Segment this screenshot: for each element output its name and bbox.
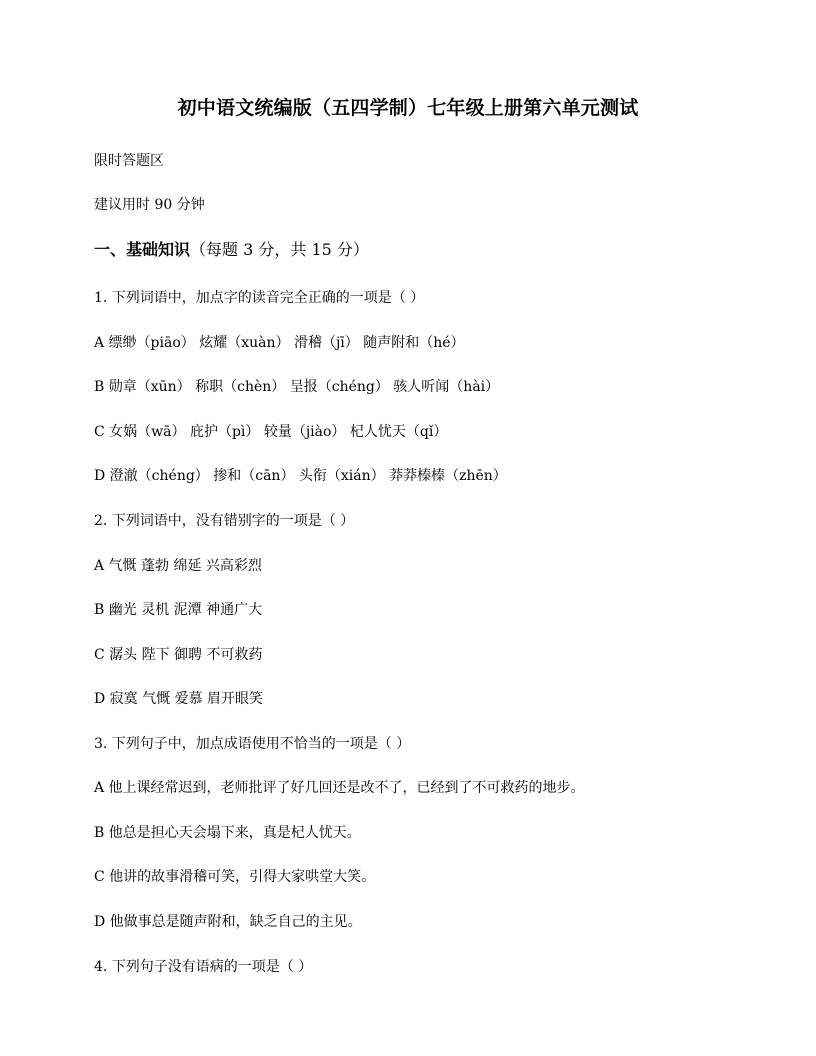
question-2-option-b: B 幽光 灵机 泥潭 神通广大 xyxy=(94,602,263,618)
document-title: 初中语文统编版（五四学制）七年级上册第六单元测试 xyxy=(177,97,639,119)
question-3-option-a: A 他上课经常迟到，老师批评了好几回还是改不了，已经到了不可救药的地步。 xyxy=(94,780,585,796)
question-3-option-b: B 他总是担心天会塌下来，真是杞人忧天。 xyxy=(94,825,361,841)
question-1-option-b: B 勋章（xūn） 称职（chèn） 呈报（chéng） 骇人听闻（hài） xyxy=(94,379,500,395)
question-1-option-c: C 女娲（wā） 庇护（pì） 较量（jiào） 杞人忧天（qǐ） xyxy=(94,424,448,440)
question-2-stem: 2. 下列词语中，没有错别字的一项是（ ） xyxy=(94,513,355,529)
section-score-note: （每题 3 分，共 15 分） xyxy=(190,240,369,259)
question-2-option-a: A 气慨 蓬勃 绵延 兴高彩烈 xyxy=(94,558,262,574)
question-3-stem: 3. 下列句子中，加点成语使用不恰当的一项是（ ） xyxy=(94,736,411,752)
question-2-option-d: D 寂寞 气慨 爱慕 眉开眼笑 xyxy=(94,691,264,707)
section-title: 一、基础知识 xyxy=(94,240,191,259)
section-heading xyxy=(94,237,369,263)
question-4-stem: 4. 下列句子没有语病的一项是（ ） xyxy=(94,959,313,975)
question-1-option-a: A 缥缈（piāo） 炫耀（xuàn） 滑稽（jī） 随声附和（hé） xyxy=(94,335,465,351)
question-1-option-d: D 澄澈（chéng） 掺和（cān） 头衔（xián） 莽莽榛榛（zhēn） xyxy=(94,468,507,484)
suggested-time-label: 建议用时 90 分钟 xyxy=(94,197,205,213)
question-1-stem: 1. 下列词语中，加点字的读音完全正确的一项是（ ） xyxy=(94,290,425,306)
question-3-option-d: D 他做事总是随声附和，缺乏自己的主见。 xyxy=(94,914,362,930)
question-2-option-c: C 潺头 陛下 御聘 不可救药 xyxy=(94,647,263,663)
question-3-option-c: C 他讲的故事滑稽可笑，引得大家哄堂大笑。 xyxy=(94,869,376,885)
time-limit-label: 限时答题区 xyxy=(94,153,164,169)
